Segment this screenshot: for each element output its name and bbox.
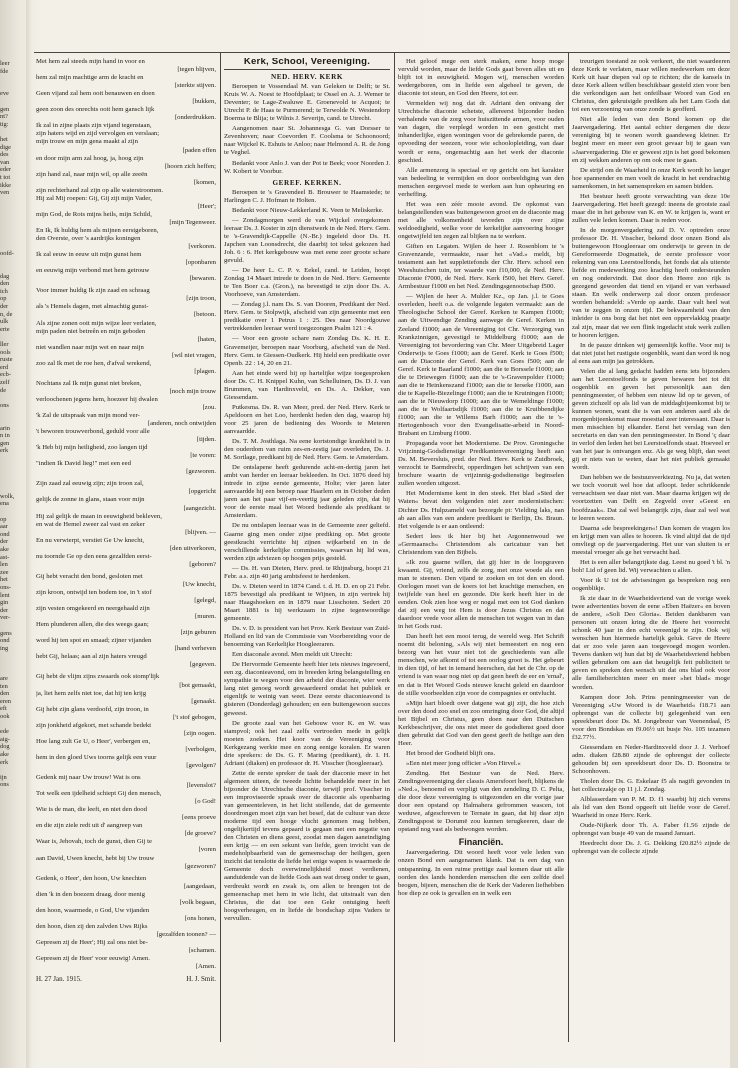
article-paragraph: Ds. T. M. Josthlaga. Na eene kortstondige krankheid is in den ouderdom van ruim zes-en-zestig jaar overleden, Ds. J. M. Sortlage, predikant bij de Ned. Herv. Gem. te Amsterdam. <box>224 438 390 462</box>
margin-fragment: erte <box>0 325 10 333</box>
article-paragraph: — De heer L. C. P. v. Eekel, cand. te Leiden, hoopt Zondag 14 Maart intrede te doen in de Ned. Herv. Gemeente te Ten Boer c.a. (Gron.), na bevestigd te zijn door Ds. A. Voorhoeve, van Amsterdam. <box>224 267 390 299</box>
poem-line: hem zal mijn machtige arm de kracht en <box>36 74 144 82</box>
poem-line-continuation: [hand verheven <box>174 645 216 653</box>
article-paragraph: — Voor een groote schare nam Zondag Ds. K. H. E. Gravemeijer, beroepen naar Voorburg, afscheid van de Ned. Herv. Gem. te Giessen-Oudkerk. Hij hield een predikatie over Openb. 22 : 14, 20 en 21. <box>224 335 390 367</box>
article-paragraph: Ik zie daar in de Waarheidsvriend van de vorige week twee advertenties boven de eene »Eben Haëzer« en boven de andere, »Soli Deo Gloria«. Beiden dankbaren van personen uit onzen kring die de Heere het voorrecht schonk 40 jaar in den echt vereenigd te zijn. Ook wij wenschen hun hiermede hartelijk geluk. Geve de Heere dat er zoo vele jaren aan toegevoegd mogen worden. Tevens danken wij hun dat bij de Waarheidsvriend hebben willen gebruiken om aan dat heugelijk feit publiciteit te geven en spreken den wensch uit dat ons blad ook voor alle familieberichten meer en meer »het blad« moge worden. <box>572 595 730 691</box>
article-paragraph: Kampen door Joh. Prins penningmeester van de Vereeniging »Uw Woord is de Waarheid« f18.71 aan opbrengst van de collecte bij gelegenheid van een spreekbeurt door Ds. M. Jongebreur van Veenendaal, f5 voor den Bondskas en f9.06½ uit busje No. 105 tezamen f32.77½. <box>572 693 730 741</box>
poem-line: word hij ten spot en smaad; zijner vijanden <box>36 637 152 645</box>
margin-fragment: eft <box>0 705 7 713</box>
poem-line: mijn trouw en mijn gena maakt al zijn <box>36 138 138 146</box>
article-paragraph: Alblasserdam van P. M. D. f1 waarbij hij zich verens als lid van den Bond opgeeft uit liefde voor de Geref. Waarheid in onze Herv. Kerk. <box>572 796 730 820</box>
margin-fragment: n, de <box>0 310 13 318</box>
poem-line: Gedenk mij naar Uw trouw! Wat is ons <box>36 774 141 782</box>
poem-line: Gij hebt de vlijm zijns zwaards ook stomp'lijk <box>36 673 160 681</box>
poem-line: Wie is de man, die leeft, en niet den dood <box>36 806 147 814</box>
poem-line-continuation: [volk begaan, <box>179 898 216 906</box>
article-paragraph: Zette de eerste spreker de taak der diaconie meer in het algemeen uiteen, de tweede lichtte behandelde meer in het bijzonder de Utrechtsche diaconie, terwijl prof. Visscher in een improviseerde spraak over de diaconie als openbaring van gemeenteleven, in het licht stellende, dat de gemeente doordrongen moet zijn van het besef, dat de cultuur van deze moderne tijd een hooge vlucht genomen mag hebben, ongelijkertijd tevens gepaard is gegaan met een negatie van den Christen en diens geest, zoodat men dagen aaneindiging een krijg — en een sekunt van liefde, geen invicht van de medeholpbaarheid van de gemeenschap der heiligen, geen inzicht dat tenslotte de liefde het enige wapen is waarmede de Gemeente doch overwinnelijkheid moet verdienen, aanduidende van de liefde Gods aan wat droeg onder te gaan, verdreukt wordt en zwak is, om allen te brengen tot de gemeenschap met hem in wie licht, dat uitstraalt van den Christus, die dat toe een Gekr ontuiging heeft hoogverheugen, en in liefde de boodschap zijns Vaders te vervullen. <box>224 769 390 922</box>
margin-fragment <box>0 83 24 91</box>
poem-line: nu toornde Ge op den eens gezalfden eerst- <box>36 552 152 560</box>
article-paragraph: — Ds. H. van Dieten, Herv. pred. te Rhijnsburg, hoopt 21 Febr. a.s. zijn 40 jarig ambtsfeest te herdenken. <box>224 564 390 580</box>
poem-line-continuation: [aangedaan, <box>183 882 216 890</box>
poem-line: Hij zal gelijk de maan in eeuwigheid bekleven, <box>36 512 162 520</box>
poem-line: zijn hand zal, naar mijn wil, op alle zeeën <box>36 170 148 178</box>
article-paragraph: »Ik zou gaarne willen, dat gij hier in de loopgraven kwaamt. Gij, vriend, zelfs de zorg, met onze woede als een man te steenen. Den vijand te zoeken en tot den en dood. Oorlogen moet van de koers tot het krachtige menschen, en twijfelde van heel en gezonde. Die kerk heeft hier in de eenden. Ook zien hoe weg er nogal met een tot God danken dat zij een weg tot Hem is door Jezus Christus en dat daardoor vrede voor allen de menschen tot wegen van in dan in het Gods rust. <box>398 558 564 631</box>
margin-fragment <box>0 212 24 220</box>
poem-line: Waar is, Jehovah, toch de gunst, dien Gij te <box>36 838 152 846</box>
margin-fragment <box>0 668 24 676</box>
finances-continued <box>572 58 730 856</box>
margin-fragment: ons- <box>0 583 12 591</box>
margin-fragment: der <box>0 303 9 310</box>
margin-fragment: are <box>0 675 8 683</box>
poem-line: als 's Hemels dagen, met almachtig gunst- <box>36 303 149 311</box>
poem-line: En nu verwierpt, verstiet Ge Uw knecht, <box>36 536 145 544</box>
poem-line-continuation: [Heer'; <box>197 202 216 210</box>
margin-fragment: ikke <box>0 181 12 189</box>
article-paragraph: Jaarvergadering. Dit woord heeft voor vele leden van onzen Bond een aangenamen klank. Dat is een dag van ontspanning. In een ruime prettige zaal komen daar uit alle oorden des lands honderden menschen die een zelfde doel beogen, bijeen, menschen die de Kerk der Vaderen liefhebben hoe diep ze ook is gevallen en in welk een <box>398 849 564 897</box>
poem-line-continuation: [verbolgen, <box>185 745 216 753</box>
column-rule-1 <box>220 52 221 1042</box>
article-paragraph: Het bestuur heeft groote verwachting van deze 10e Jaarvergadering. Het heeft gezegd: ineens de grootste zaal maar die in het gebouw van K. en W. te krijgen is, want er zullen vele leden komen. Daar is reden voor. <box>572 192 730 224</box>
poem-line: en eeuwig mijn verbond met hem getrouw <box>36 267 150 275</box>
poem-line-continuation: [plagen. <box>194 367 216 375</box>
margin-fragment: eren <box>0 697 11 705</box>
poem-line: "indien Ik David lieg!" met een eed <box>36 460 131 468</box>
poem-line: zijn jonkheid afgekort, met schande bedekt <box>36 721 152 729</box>
column-4-finances <box>572 58 730 1043</box>
poem-line-continuation: [blijven. — <box>185 528 216 536</box>
margin-fragment: het <box>0 576 8 584</box>
poem-line-continuation: [gevolgen? <box>186 761 216 769</box>
poem-line-continuation: [gelegd, <box>194 597 216 605</box>
poem-line: 't beworen trouwverbond, geduld voor alle <box>36 428 150 436</box>
poem-line: ja, liet hem zelfs niet toe, dat hij ten krijg <box>36 689 147 697</box>
poem-line-continuation: [bukken, <box>192 98 216 106</box>
margin-fragment: dag <box>0 272 10 280</box>
poem-line: En Ik, Ik huldig hem als mijnen eerstgeboren, <box>36 226 159 234</box>
poem-line: verloochenen jegens hem, hoezeer hij dwalen <box>36 395 158 403</box>
poem-line-continuation: [onderdrukken. <box>174 114 216 122</box>
poem-line: mijn paden niet betreên en mijn geboden <box>36 327 146 335</box>
margin-fragment: aig- <box>0 735 10 743</box>
margin-fragment: ools <box>0 348 11 356</box>
poem-line: den hoon, dien zij den zalvden Uws Rijks <box>36 922 148 930</box>
article-paragraph: Oude-Nijkerk door Th. A. Faber f1.56 zijnde de opbrengst van busje 49 van de maand Januari. <box>572 822 730 838</box>
margin-fragment <box>0 478 24 486</box>
margin-fragment: ten <box>0 682 8 690</box>
geref-news <box>224 189 390 923</box>
poem-line: 'k Zal de uitspraak van mijn mond ver- <box>36 412 140 420</box>
poem-line-continuation: [verkoren. <box>188 243 216 251</box>
margin-fragment: ond <box>0 530 10 538</box>
poem-line: Gij hebt veracht den bond, gesloten met <box>36 572 143 580</box>
margin-fragment: nt? <box>0 113 8 121</box>
article-paragraph: De Hervormde Gemeente heeft hier iets nieuws ingevoerd, een zg. diaconieavond, om in breeden kring belangstelling en sympathie te wegen voor den arbeid der diaconie, wier werk lang niet genoeg wordt gewaardeerd omdat het publiek er eigenlijk te weinig van weet. Deze eerste diaconieavond is gisteren (Donderdag) gehouden; en een buitengewoon succes geweest. <box>224 661 390 717</box>
section-heading-church: Kerk, School, Vereeniging. <box>243 58 371 67</box>
margin-fragment: der <box>0 538 9 546</box>
poem-line: Gedenk, o Heer', den hoon, Uw knechten <box>36 874 147 882</box>
poem-line-continuation: [gezworen? <box>184 862 216 870</box>
poem-line-continuation: [gegeven. <box>189 661 216 669</box>
article-paragraph: De strijd om de Waarheid in onze Kerk wordt ho langer hoe spannender en men voelt de kracht in het eendrachtig samenkomen, in het samenspreken en samen bidden. <box>572 166 730 190</box>
article-paragraph: — Zondag j.l. nam Ds. S. van Dooren, Predikant der Ned. Herv. Gem. te Stolpwijk, afscheid van zijn gemeente met een predikatie over 1 Petrus 1 : 25. Des naar Noordgouwe vertrekkenden leeraar werd toegezongen Psalm 121 : 4. <box>224 301 390 333</box>
poem-line-continuation: [wil niet vragen, <box>171 351 216 359</box>
margin-fragment: op <box>0 295 7 303</box>
poem-line-continuation: [tijden. <box>196 436 216 444</box>
page-fold <box>26 0 32 1068</box>
poem-line-continuation: [geboren? <box>189 560 216 568</box>
article-paragraph: Giften en Legaten. Wijlen de heer J. Rosenblom te 's Gravenzande, vermaakte, naar het «Vad.» meldt, bij testament aan het suppletiefonds der Chr. Herv. school een Weeshuischen tuin, ter waarde van f10,000, de Ned. Herv. Diaconie f7000, de Ned. Herv. Kerk f500, het Herv. Geref. Armbestuur f1000 en het Ned. Zendingsgenootschap f500. <box>398 243 564 291</box>
margin-fragment <box>0 242 24 250</box>
article-paragraph: Het geloof mege een sterk maken, eene hoop moge vervuld worden, maar de liefde Gods gaat boven alles uit en blijft tot in eeuwigheid. Mogen wij, menschen worden wedergeboren, om in liefde een algeheel te geven, de diaconie tot steun, en God den Heere, tot eer. <box>398 58 564 98</box>
left-margin-fragments <box>0 60 24 1000</box>
margin-fragment: t tot <box>0 173 11 181</box>
column-rule-2 <box>394 52 395 1042</box>
margin-fragment: arin <box>0 424 10 432</box>
margin-fragment: ver- <box>0 614 11 622</box>
article-paragraph: Propaganda voor het Modernisme. De Prov. Groningsche Vrijzinnig-Godsdienstige Predikantenvereeniging heeft aan Ds. M. Beversluis, pred. der Ned. Herv. Kerk te Zuidbroek, verzocht te Barmdrecht, opperdingen het schrijven van een brochure waarin de vrijzinnig-godsdienstige beginselen zullen worden uitgezet. <box>398 440 564 488</box>
margin-fragment: den <box>0 280 10 288</box>
article-paragraph: Sedert lees ik hier bij het Argonnenwoud we »Germaansch« Christendom als caricatuur van het Christendom van den Bijbels. <box>398 532 564 556</box>
section-heading-finances: Financiën. <box>458 837 504 848</box>
article-paragraph: Het Modernisme kent in den steek. Het blad »Sted der Waten« bevat den volgenden niet zeer modernistischen: Dichter Ds. Hulpzameld van bezorgde pt: Vielding laks, nan ab aan alles van een andere predikant te Berlijn, Ds. Braun. Het volgende is er aan ontleend: <box>398 490 564 530</box>
margin-fragment: ich <box>0 287 8 295</box>
poem-line-continuation: [schamen. <box>188 947 216 955</box>
poem-line-continuation: [sterkte stijven. <box>174 82 216 90</box>
poem-line-continuation: [paden effen <box>182 146 216 154</box>
poem-line-continuation: [o God! <box>195 798 216 806</box>
article-paragraph: Tholen door Ds. G. Eskelaar f5 als nagift gevonden in het collectezakje op 11 j.l. Zondag. <box>572 778 730 794</box>
article-paragraph: Beroepen te Vossendaal M. van Geleken te Delft; te St. Kruis W. A. Noest te Hoofdplaat; te Ossel en A. J. Wemer te Deventer; te Lage-Zwaluwe E. Groenevold te Acquoi; te Utrecht P. de Haas te Purmerend; te Terwolde N. Westendorp Boerma te Blija; te Wilnis J. Severijn, cand. te Utrecht. <box>224 83 390 123</box>
subheading-ned-herv: NED. HERV. KERK <box>270 73 344 82</box>
article-paragraph: Heedrecht door Ds. J. G. Dekking f20.82½ zijnde de opbrengst van de collecte zijnde <box>572 840 730 856</box>
poem-line: hebt Gij, helaas; aan al zijn haters vreugd <box>36 653 147 661</box>
article-paragraph: — Zondagmorgen werd de van Wijckel overgekomen leeraar Ds. J. Koster in zijn dienstwerk in de Ned. Herv. Gem. te 's-Gravendijk-Cappelle (N.-Br.) ingeleid door Ds. H. Japchen van Loonsdrecht, die daarbij tot tekst gekozen had Joh. 6 : 6. Het kerkgebouw was met eene zeer groote schare gevuld. <box>224 216 390 265</box>
poem-date: H. 27 Jan. 1915. <box>36 975 82 984</box>
margin-fragment <box>0 652 24 660</box>
article-paragraph: Daarna »de bespreekingen«! Dan komen de vragen los en krijgt men van alles te hooren. Ik vind altijd dat de tijd omvliegt op de jaarvergadering. Het uur van sluiten is er meestal vroeger als ge het verwacht had. <box>572 524 730 556</box>
article-paragraph: Alle armenzorg is speciaal er op gericht om het karakter van bedeeling te vermijden en door oorbeeldiging van den menschen eergevoel mede te werken aan hun opheuring en verheffing. <box>398 166 564 198</box>
poem-line-continuation: [anderen, noch ontwijden <box>147 420 216 428</box>
margin-fragment: het <box>0 135 8 143</box>
margin-fragment <box>0 204 24 212</box>
poem-line: geen zoon des onrechts ooit hem gansch lijk <box>36 106 155 114</box>
article-paragraph: »Mijn hart bloedt over datgene wat gij zijt, die hoe zich over den dood zoo snel en zoo omringing door God, die altijd het Bijbel en Christus, geen doen naar den Duitschen Kerkbeschrijver, die ons niet meer de godsdienst goed door dien gebruikt dat God van den geest geeft de heilige aan den Heer. <box>398 699 564 747</box>
margin-fragment: ller <box>0 340 9 348</box>
poem-line-continuation: [betoon. <box>193 311 216 319</box>
article-paragraph: Beroepen te 's Gravendeel B. Brouwer te Haamstede; te Harlingen C. J. Hofman te Holten. <box>224 188 390 204</box>
margin-fragment <box>0 265 24 273</box>
poem-signature <box>36 975 216 983</box>
poem-line: hem in den gloed Uws toorns gelijk een vuur <box>36 753 157 761</box>
margin-fragment <box>0 197 24 205</box>
margin-fragment: ijn <box>0 773 7 781</box>
margin-fragment: ake <box>0 751 9 759</box>
poem-line-continuation: [genaakt. <box>191 697 216 705</box>
margin-fragment: gen <box>0 105 10 113</box>
article-paragraph: Zending. Het Bestuur van de Ned. Herv. Zendingsvereeniging der classis Amersfoort heeft, blijkens de »Ned.«, benoemd en verpligt van den zendeling D. C. Pelta, die door deze vereeniging is uitgezonden en die vorige jaar door een opstand op Halmahera gefrommen wascen, tot weduwe, afgeschreven te Ternate in gaan, dat hij daar zijn Zendingspost te Dorumë zou kunnen terugkeeren, daar de opstand nog vast als bedwongen worden. <box>398 769 564 834</box>
poem-line-continuation: [den uitverkoren, <box>169 544 216 552</box>
margin-fragment: len <box>0 561 8 569</box>
poem-line: gelijk de zonne in glans, staan voor mijn <box>36 496 145 504</box>
poem-line: niet wandlen naar mijn wet en naar mijn <box>36 343 144 351</box>
article-paragraph: Voor ik U tot de advisesingen ga bespreken nog een oogenblikje. <box>572 576 730 592</box>
margin-fragment: des <box>0 151 9 159</box>
poem-line: Geen vijand zal hem ooit benauwen en doen <box>36 90 155 98</box>
margin-fragment: ook <box>0 713 10 721</box>
article-paragraph: Een diaconale avond. Men meldt uit Utrecht: <box>232 651 353 659</box>
margin-fragment: ede <box>0 728 9 736</box>
margin-fragment <box>0 333 24 341</box>
poem-line-continuation: [eens proeve <box>182 814 216 822</box>
article-paragraph: De groote zaal van het Gebouw voor K. en W. was stampvol; ook het zaal zelfs vertroeden mede in gelijk moeten zoeken. Het koor van de Vereeniging voor Kerkgezang werkte mee en zong eenige koralen. Er waren drie sprekers: de Ds. G. F. Maring (predikant), dr. I. H. Adriani (diaken) en professor dr. H. Visscher (hoogleeraar). <box>224 719 390 767</box>
margin-fragment: ena <box>0 500 9 508</box>
top-rule <box>34 52 730 53</box>
poem-line-continuation: [Amen. <box>195 963 216 971</box>
poem-line: 'k Heb bij mijn heiligheid, zoo langen tijd <box>36 444 148 452</box>
poem-line: Hoe lang zult Ge U, o Heer', verbergen en, <box>36 737 151 745</box>
poem-line-continuation: [haten, <box>197 335 216 343</box>
article-paragraph: Aangenomen naar St. Johannesga G. van Dorsser te Zevenhoven; naar Coevorden F. Coolsma te Schoonoord; naar Wijckel K. Eshuis te Anloo; naar Helmond A. R. de Jong te Veghel. <box>224 125 390 157</box>
margin-fragment <box>0 455 24 463</box>
poem-line: Ik zal eeuw in eeuw uit mijn gunst hem <box>36 251 142 259</box>
article-paragraph: Het brood der Godheid blijft ons. <box>406 749 496 757</box>
poem-line: zoo zal Ik met de roe hen, d'afval wrekend, <box>36 359 152 367</box>
margin-fragment: ruste <box>0 356 13 364</box>
finances-article <box>398 849 564 897</box>
poem-line: Ik zal in zijne plaats zijn vijand tegenstaan, <box>36 122 152 130</box>
margin-fragment <box>0 417 24 425</box>
margin-fragment: ons <box>0 401 9 409</box>
margin-fragment <box>0 622 24 630</box>
column-3-news <box>398 58 564 1043</box>
poem-line-continuation: [de groeve? <box>184 830 216 838</box>
margin-fragment <box>0 485 24 493</box>
margin-fragment: ven <box>0 189 10 197</box>
poem-line: Tot welk een ijdelheid schiept Gij den mensch, <box>36 790 162 798</box>
column-2-church-news <box>224 58 390 1043</box>
article-paragraph: treurigen toestand ze ook verkeert, die niet waardeeren deze Kerk te verlaten, maar willen medewerken om deze Kerk uit haar diepen val op te richten; die de kansels in deze Kerk alleen willen beschikbaar gesteld zien voor ben die verkondigen aan het onfeilbaar Woord van God en Christus, den gekruisigde prediken als het Lam Gods dat tot een verzoening van onze zonde is geofferd. <box>572 58 730 114</box>
margin-fragment <box>0 98 24 106</box>
poem-line-continuation: [oponbaren <box>185 259 216 267</box>
article-paragraph: Bedankt voor Nieuw-Lekkerland K. Veen te Meliskerke. <box>232 206 384 214</box>
margin-fragment: oofd- <box>0 249 14 257</box>
poem-line-continuation: [bewaren. <box>189 275 216 283</box>
margin-fragment: leer <box>0 60 10 67</box>
poem-line: Hij zal Mij roepen: Gij, Gij zijt mijn Vader, <box>36 194 152 202</box>
article-paragraph: In de pauze drinken wij gemeenlijk koffie. Voor mij is dat niet juist het rustigste oogenblik, want dan word ik nog al eens aan mijn jas getrokken. <box>572 341 730 365</box>
margin-fragment: ond <box>0 637 10 645</box>
article-paragraph: Dan heeft het een mooi terug, de wereld weg. Het Schrift noemt dit beloning, »Als wij niet bemeestert en nog een bezorg van het vuur niet tot de geschiedenis van alle menschen, wie afkomt of tot een oorlog groot is. Het gebeurt in dien tijd, of het in iemand heerschen, dat het de Chr. op de vriend is van waar nog niet op dat geen heeft de eer en 'ernal', en dat is Het Woord Gods nieuwe kracht geleid en daardoor de stille voorbeelden zijn voor de compagnies er ontvlucht. <box>398 633 564 697</box>
margin-fragment: de <box>0 386 7 394</box>
margin-fragment <box>0 257 24 265</box>
margin-fragment <box>0 508 24 516</box>
column-3-articles <box>398 58 564 834</box>
margin-fragment <box>0 721 24 729</box>
poem-line: zijn rechterhand zal zijn op alle waterstroomen. <box>36 186 164 194</box>
poem-line-continuation: ['t stof gebogen, <box>173 713 216 721</box>
poem-line-continuation: [levenslot? <box>186 782 216 790</box>
poem-line: Zijn zaad zal eeuwig zijn; zijn troon zal, <box>36 480 144 488</box>
margin-fragment: zelf <box>0 378 10 386</box>
margin-fragment <box>0 219 24 227</box>
margin-fragment: gens <box>0 629 12 637</box>
article-paragraph: Het was een zéér mooie avond. De opkomst van belangstellenden was buitengewoon groot en de diaconie mag met alle volkomenheid tevreden zijn over zijne weldoedigheid, welke voor de kerkelijke aanvoering hooger ongetwijfeld ten zegen zal blijken na te werken. <box>398 200 564 240</box>
article-paragraph: In de morgenvergadering zal D. V. optreden onze professor Dr. H. Visscher, bekend door onzen Bond als buitengewoon Hoogleeraar om onderwijs te geven in de Gereformeerde Dogmatiek, de eerste professor voor rekening van ons Leerstoelfonds, het fonds dat als uiterste liefde en medewerking zoo krachtig heeft ondersteunden en nog ondervindt. Dat door den Heere zoo rijk is gezegend geworden dat tiend en vijand er van verbaasd staan. En welk onderwerp zal door onzen professor worden behandeld: »Verde op aarde. Daar valt heel wat van te zeggen in onzen tijd. De bekwaamheid van den inleider is ons borg dat het niet een oppervlakkig praatje zal zijn, maar dat we een flink ingedacht stuk werk zullen te hooren krijgen. <box>572 226 730 339</box>
margin-fragment: erk <box>0 758 9 766</box>
poem-line: Nochtans zal Ik mijn gunst niet breken, <box>36 379 142 387</box>
poem-line: mijn God, de Rots mijns heils, mijn Schild, <box>36 210 152 218</box>
margin-fragment: op <box>0 515 7 523</box>
article-paragraph: Niet alle leden van den Bond komen op die Jaarvergadering. Het aantal echter dergenen die deze vereniging bij te wonen wordt gaandeweg kleiner. Er begint meer en meer een groot gevaar bij te gaan van »Jaarvergadering. Die er geweest zijn is het goed bekomen en zij wekken anderen op om ook mee te gaan. <box>572 116 730 164</box>
margin-fragment: aar <box>0 523 8 531</box>
margin-fragment: ast- <box>0 553 10 561</box>
margin-fragment: ulk <box>0 318 9 326</box>
article-paragraph: »Een niet meer jong officier »Von Hirvel.« <box>406 759 521 767</box>
poem-line: Met hem zal steeds mijn hand in voor en <box>36 58 145 65</box>
margin-fragment: ecb- <box>0 371 11 379</box>
poem-line: zijn vesten omgekeerd en neergehaald zijn <box>36 605 150 613</box>
article-paragraph: Dan hebben we de bestuursverkiezing. Nu ja, dat weten we toch vooruit wel hoe dat afloopt. Ieder schrikkende verwachtsen we daar niet van. Maar daarna krijgen wij de voortzetten van Delft en Zegveld over »Geest en hoofdzaak«. Dat zal wel belangrijk zijn, daar zal wel wat te leeren wezen. <box>572 474 730 522</box>
margin-fragment <box>0 227 24 235</box>
poem-line-continuation: [gezworen. <box>186 468 216 476</box>
poem-line-continuation: [zou. <box>202 403 216 411</box>
poem-line-continuation: [ons honen, <box>184 914 216 922</box>
margin-fragment: erk <box>0 447 9 455</box>
poem-line: Voor immer huldig Ik zijn zaad en schraag <box>36 287 150 295</box>
poem-line-continuation: [zijn troon, <box>186 295 216 303</box>
poem-line-continuation: [aangezicht. <box>183 504 216 512</box>
margin-fragment: van <box>0 158 10 166</box>
margin-fragment: den <box>0 690 10 698</box>
poem-line-continuation: [zijn geburen <box>180 629 216 637</box>
right-margin <box>730 0 738 1068</box>
poem-line: Als zijne zonen ooit mijn wijze leer verlaten, <box>36 319 157 327</box>
margin-fragment <box>0 235 24 243</box>
poem-line-continuation: [bot gemaakt, <box>179 681 216 689</box>
poem-line-continuation: [voren <box>198 846 216 854</box>
poem-lines <box>36 58 216 971</box>
margin-fragment <box>0 128 24 136</box>
poem-line-continuation: [muren. <box>195 613 216 621</box>
article-paragraph: Ds. v. Dieten werd in 1874 Cand. t. d. H. D. en op 21 Febr. 1875 bevestigd als predikant te Wijnen, in zijn vertrek hij naar Haagshoeken en in 1879 naar Lisschoten. Sedert 20 Maart 1881 is hij werkzaam in zijne tegenwoordige gemeente. <box>224 582 390 622</box>
poem-line: den Overste, over 's aardrijks koningen <box>36 235 141 243</box>
margin-fragment: dog <box>0 743 10 751</box>
margin-fragment: fde <box>0 67 9 75</box>
poem-line-continuation: [noch mijn trouw <box>169 387 216 395</box>
poem-line-continuation: [hoorn zich heffen; <box>164 162 216 170</box>
poem-line: en die zijn ziele redt uit d' aangreep van <box>36 822 143 830</box>
section-rule <box>224 69 390 70</box>
margin-fragment <box>0 394 24 402</box>
margin-fragment: gin <box>0 599 9 607</box>
poem-line-continuation: [komen, <box>193 178 216 186</box>
poem-line: Gepresen zij de Heer' voor eeuwig! Amen. <box>36 955 150 963</box>
margin-fragment <box>0 660 24 668</box>
poem-line: Gepresen zij de Heer'; Hij zal ons niet be- <box>36 938 148 946</box>
margin-fragment: ing <box>0 644 9 652</box>
margin-fragment: tig: <box>0 120 9 128</box>
margin-fragment: lent <box>0 591 10 599</box>
margin-fragment: dige <box>0 143 12 151</box>
margin-fragment: wolk, <box>0 492 15 500</box>
poem-line-continuation: [zijn oogen. <box>184 729 216 737</box>
poem-author: H. J. Smit. <box>186 975 216 984</box>
poem-line-continuation: [tegen blijven, <box>177 66 216 74</box>
margin-fragment <box>0 75 24 83</box>
article-paragraph: Giessendam en Neder-Hardinxveld door J. J. Verhoef adm. diaken f28.80 zijnde de opbrengst der collecte gehouden bij een spreekbeurt door Ds. D. Boonstra te Schoonhoven. <box>572 743 730 775</box>
margin-fragment: gen <box>0 439 10 447</box>
margin-fragment: eder <box>0 166 11 174</box>
poem-line: en door mijn arm zal hoog, ja, hoog zijn <box>36 154 144 162</box>
article-paragraph: Aan het einde werd hij op hartelijke wijze toegesproken door Ds. C. H. Knippel Kuhn, van Schelluinen, Ds. D. J. van Brummen, van Hardinxveld, en Ds. A. Dekker, van Giessendam. <box>224 369 390 401</box>
poem-line: den hoon, waarmede, o God, Uw vijanden <box>36 906 150 914</box>
poem-line: dien 'k in den boezem draag, door menig <box>36 890 145 898</box>
poem-line: aan David, Uwen knecht, hebt bij Uw trouw <box>36 854 155 862</box>
poem-line: zijn haters wijd en zijd vervolgen en verslaan; <box>36 130 160 138</box>
margin-fragment: ons <box>0 781 9 789</box>
poem-line-continuation: [opgericht <box>188 488 216 496</box>
margin-fragment: erd <box>0 363 9 371</box>
margin-fragment <box>0 470 24 478</box>
poem-line: Gij hebt zijn glans verdoofd, zijn troon, in <box>36 705 149 713</box>
article-paragraph: Het is een aller belangrijkste dag. Leest nu goed 't bl. 'n boh! Lid of geen lid. Wij verwachten u allen. <box>572 558 730 574</box>
margin-fragment: der <box>0 606 9 614</box>
article-paragraph: Putkesma. Ds. R. van Meer, pred. der Ned. Herv. Kerk te Apeldoorn en het Loo, herdenkt heden den dag, waarop hij voor 25 jaren de bediening des Woords te Meteren aanvaardde. <box>224 403 390 435</box>
article-paragraph: De nu ontslapen leeraar was in de Gemeente zeer geliefd. Gaarne ging men onder zijne prediking op. Met groote geestkracht verrichtte hij zijnen wijkarbeid en in de verschillende kerkelijke commissies, waarvan hij lid was, werden zijn adviezen op hoogen prijs gesteld. <box>224 522 390 562</box>
margin-fragment: zee <box>0 568 9 576</box>
margin-fragment: n in <box>0 432 10 440</box>
margin-fragment <box>0 766 24 774</box>
article-paragraph: Vermelden wij nog dat dr. Adriani den ontvang der Utrechtsche diaconie schetste, allereerst bijzonder heden verhalende van de zorg voor huiszittende armen, voor ouden van dagen, die verplegd worden in een gesticht met inhanderlijke, eigen woningen voor de gebrekende paren, de opvoeding der weezen, voor wie schoolopleiding, van daar wordt er eens, ongemachtig aan het werk der diaconie geschied. <box>398 100 564 164</box>
ned-herv-news <box>224 83 390 176</box>
margin-fragment <box>0 462 24 470</box>
article-paragraph: Ds. v. D. is president van het Prov. Kerk Bestuur van Zuid-Holland en lid van de Commissie van Voorbereiding voor de benoeming van Kerkelijke Hoogleeraren. <box>224 625 390 649</box>
article-paragraph: De ontslapene heeft gedurende acht-en-dertig jaren het ambt van herder en leeraar bekleeden. In Oct. 1876 deed hij intrede in zijne eerste gemeente, Holte; vier jaren later aanvaardde hij een beroep naar Haarlem en in October deden jaren aan het paar vijf-en-veertig jaar geleden zijn, dat hij voor de eerste maal het Woord bediende als predikant te Amsterdam. <box>224 464 390 520</box>
poem-line: Hem plunderen allen, die des weegs gaan; <box>36 621 149 629</box>
margin-fragment: eve <box>0 90 9 98</box>
article-paragraph: Velen die al lang gedacht hadden eens iets bijzonders aan het Leerstoelfonds te geven bewaren het tot dit oogenblik en geven het persoonlijk aan den penningmeester, of hebben een nieuw lid op te geven, of geven zichzelf op als lid van de middagbijeenkomst bij te kunnen wonen, want die is van een anderen aard als de morgenbijeenkomst maar moesttal zeer interessant. Daar is men misschien bij elkander. Eerst het verslag van den secretaris en dan van den penningmeester. In Bond 'ç daar in verlof den leden het bei Leerstoelfonds staat. Hoeveel er van het jaar is ontvangen enz. Als ge weg blijft, dan weet gij er niets van te weten, daar het niet publiek gemaakt wordt. <box>572 367 730 472</box>
article-paragraph: Bedankt voor Anlo J. van der Pot te Beek; voor Noorden J. W. Kobert te Voorbur. <box>224 159 390 175</box>
subheading-geref: GEREF. KERKEN. <box>272 178 342 187</box>
poem-line-continuation: [gezalfden toonen? — <box>156 930 216 938</box>
poem-line: zijn kroon, ontwijd ten bodem toe, in 't stof <box>36 589 152 596</box>
poem-line: en wat de Hemel zweer zal vast en zeker <box>36 520 145 528</box>
column-rule-3 <box>568 52 569 1042</box>
article-paragraph: — Wijlen de heer A. Mulder Kz., op Jan. j.l. te Goes overleden, heeft o.a. de volgende legaten vermaakt: aan de Theologische School der Geref. Kerken te Kampen f1000; aan de Uitwendige Zending aanwege de Geref. Kerken in Zeeland f1000; aan de Vereeniging tot Chr. Verzorging van Krankzinnigen, gevestigd te Middelburg f1000; aan de Vereeniging tot bevordering van Chr. Meer Uitgebreid Lager Onderwijs te Goes f1000; aan de Geref. Kerk te Goes f500; aan de Diaconie der Geref. Kerk van Goes f500; aan de Geref. Kerk te Baarland f1000; aan die te Borssele f1000; aan die te Driewegen f1000; aan die te 's-Gravenpolder f1000; aan die te Heinkenszand f1000; aan die te Ierseke f1000, aan die te Kapelle-Biezelinge f1000; aan die te Kruiningen f1000; aan die te Nieuwdorp f1000; aan die te Wemeldinge f1000; aan die te Wolfaartsdijk f1000; aan die te Kruibbendijke f1000; aan die te Willems Barh f1000; aan die te 's-Hertogenbosch voor den Evangelisatie-arbeid in Noord-Brabant en Limburg f1000. <box>398 293 564 438</box>
margin-fragment: ake <box>0 546 9 553</box>
poem-line-continuation: [Uw knecht, <box>182 580 216 588</box>
column-1-poem <box>36 58 216 1043</box>
poem-line-continuation: [mijn Tegenweer. <box>169 218 216 226</box>
margin-fragment <box>0 409 24 417</box>
poem-line-continuation: [te voren: <box>190 452 216 460</box>
